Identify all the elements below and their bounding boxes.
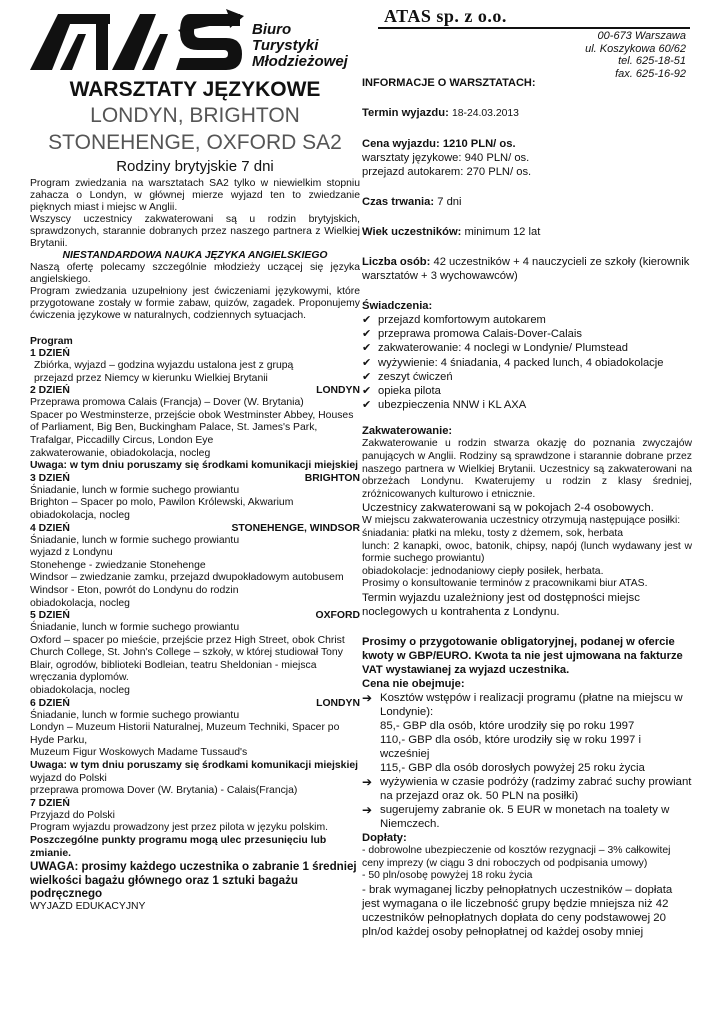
arrow-logo-icon — [176, 8, 246, 32]
fee-line: 110,- GBP dla osób, które urodziły się w roku 1997 i wcześniej — [380, 733, 642, 760]
list-item: ✔ przeprawa promowa Calais-Dover-Calais — [362, 328, 582, 341]
day-1-line: Zbiórka, wyjazd – godzina wyjazdu ustalona jest z grupą — [34, 360, 294, 371]
list-item: ✔ ubezpieczenia NNW i KL AXA — [362, 399, 527, 412]
left-column — [30, 78, 360, 913]
list-item: ✔ wyżywienie: 4 śniadania, 4 packed lunch, 4 obiadokolacje — [362, 356, 664, 369]
checkmark-icon: ✔ — [362, 314, 372, 326]
luggage-note: UWAGA: prosimy każdego uczestnika o zabranie 1 średniej wielkości bagażu głównego oraz 1 sztuki bagażu podręcznego — [30, 860, 357, 901]
day-1-header: 1 DZIEŃ — [30, 348, 70, 359]
accommodation-heading: Zakwaterowanie: — [362, 425, 453, 438]
day-3-line: Brighton – Spacer po molo, Pawilon Królewski, Akwarium — [30, 497, 294, 509]
day-5-line: Śniadanie, lunch w formie suchego prowiantu — [30, 622, 240, 634]
day-2-header: 2 DZIEŃ LONDYN — [30, 385, 360, 397]
company-name: ATAS sp. z o.o. — [384, 6, 507, 26]
checkmark-icon: ✔ — [362, 399, 372, 412]
list-item: ➔ wyżywienia w czasie podróży (radzimy zabrać suchy prowiant na przejazd oraz ok. 50 PLN na posiłki) — [362, 774, 692, 802]
day-2-line: zakwaterowanie, obiadokolacja, nocleg — [30, 447, 211, 459]
list-item: ✔ zakwaterowanie: 4 noclegi w Londynie/ Plumstead — [362, 342, 628, 355]
duration: Czas trwania: 7 dni — [362, 196, 462, 208]
day-4-line: Śniadanie, lunch w formie suchego prowiantu — [30, 534, 240, 546]
mandatory-fee-note: Prosimy o przygotowanie obligatoryjnej, podanej w ofercie kwoty w GBP/EURO. Kwota ta nie jest ujmowana na fakturze VAT wystawianej za wyjazd uczestnika. — [362, 635, 683, 676]
checkmark-icon: ✔ — [362, 328, 372, 341]
intro-paragraph-2: Wszyscy uczestnicy zakwaterowani są u rodzin brytyjskich, sprawdzonych, starannie dobranych przez naszego partnera z Wielkiej Brytanii. — [30, 214, 360, 249]
surcharge-group: - brak wymaganej liczby pełnopłatnych uczestników – dopłata jest wymagana o ile liczebność grupy będzie mniejsza niż 42 uczestników pełnopłatnych dopłata do ceny podstawowej 20 pln/od każdej osoby pełnopłatnej od każdej osoby mniej — [362, 883, 673, 938]
day-3-line: obiadokolacja, nocleg — [30, 509, 130, 521]
not-included-heading: Cena nie obejmuje: — [362, 677, 465, 690]
availability-note: Termin wyjazdu uzależniony jest od dostępności miejsc noclegowych u kontrahenta z Londynu. — [362, 591, 640, 618]
checkmark-icon: ✔ — [362, 370, 372, 383]
day-6-line: Muzeum Figur Woskowych Madame Tussaud's — [30, 747, 248, 759]
services-list — [362, 313, 692, 412]
day-7-line: Przyjazd do Polski — [30, 809, 115, 821]
day-2-line: Przeprawa promowa Calais (Francja) – Dover (W. Brytania) — [30, 397, 304, 409]
day-1-line: przejazd przez Niemcy w kierunku Wielkiej Brytanii — [34, 372, 268, 384]
checkmark-icon: ✔ — [362, 356, 372, 369]
day-6-line: wyjazd do Polski — [30, 772, 107, 784]
schedule-change-note: Poszczególne punkty programu mogą ulec przesunięciu lub zmianie. — [30, 835, 327, 859]
meals-intro: W miejscu zakwaterowania uczestnicy otrzymują następujące posiłki: — [362, 515, 681, 527]
day-4-line: Stonehenge - zwiedzanie Stonehenge — [30, 559, 206, 571]
list-item: ✔ przejazd komfortowym autokarem — [362, 314, 546, 326]
letterhead — [0, 0, 724, 80]
meal-line: lunch: 2 kanapki, owoc, batonik, chipsy, napój (lunch wydawany jest w formie suchego prowiantu) — [362, 540, 692, 565]
educational-trip-label: WYJAZD EDUKACYJNY — [30, 900, 146, 912]
surcharge-line: - dobrowolne ubezpieczenie od kosztów rezygnacji – 3% całkowitej ceny imprezy (w ciągu 3 dni roboczych od podpisania umowy) — [362, 844, 671, 869]
departure-date: Termin wyjazdu: 18-24.03.2013 — [362, 107, 519, 119]
program-heading: Program — [30, 336, 73, 347]
subtitle-families: Rodziny brytyjskie 7 dni — [116, 158, 274, 175]
day-4-line: wyjazd z Londynu — [30, 547, 113, 559]
list-item: ✔ opieka pilota — [362, 385, 441, 398]
header-divider — [378, 27, 690, 29]
right-column — [362, 76, 692, 939]
day-4-line: obiadokolacja, nocleg — [30, 597, 130, 609]
subtitle-cities-2: STONEHENGE, OXFORD SA2 — [48, 131, 342, 154]
day-3-header: 3 DZIEŃ BRIGHTON — [30, 472, 360, 484]
language-paragraph: Naszą ofertę polecamy szczególnie młodzieży uczącej się języka angielskiego. — [30, 262, 360, 285]
arrow-right-icon: ➔ — [362, 774, 373, 789]
meal-line: śniadania: płatki na mleku, tosty z dżemem, sok, herbata — [362, 527, 624, 539]
day-2-line: Spacer po Westminsterze, przejście obok Westminster Abbey, Houses of Parliament, Big Ben, Buckingham Palace, St. James's Park, Trafalgar, Piccadilly Circus, London Eye — [30, 409, 354, 446]
surcharges-heading: Dopłaty: — [362, 831, 407, 844]
arrow-right-icon: ➔ — [362, 802, 373, 817]
info-heading: INFORMACJE O WARSZTATACH: — [362, 77, 536, 89]
intro-paragraph: Program zwiedzania na warsztatach SA2 tylko w niewielkim stopniu zahacza o Londyn, w głównej mierze wyjazd ten to zwiedzanie pięknych miast i miejsc w Anglii. — [30, 178, 360, 213]
price-line: warsztaty językowe: 940 PLN/ os. — [362, 152, 530, 164]
day-6-line: Śniadanie, lunch w formie suchego prowiantu — [30, 709, 240, 721]
age-requirement: Wiek uczestników: minimum 12 lat — [362, 226, 541, 238]
day-7-header: 7 DZIEŃ — [30, 797, 70, 809]
list-item: ➔ Kosztów wstępów i realizacji programu (płatne na miejscu w Londynie): — [362, 690, 683, 718]
day-6-line: przeprawa promowa Dover (W. Brytania) - Calais(Francja) — [30, 785, 298, 797]
accommodation-rooms: Uczestnicy zakwaterowani są w pokojach 2-4 osobowych. — [362, 502, 654, 515]
checkmark-icon: ✔ — [362, 385, 372, 398]
price-line: przejazd autokarem: 270 PLN/ os. — [362, 166, 532, 178]
day-5-line: Oxford – spacer po mieście, przejście przez High Street, obok Christ Church College, St. John's College – szkoły, w której studiował Tony Blair, ogrodów, biblioteki Bodleian, teatru Sheldonian - miejsca wręczania dyplomów. — [30, 634, 345, 684]
day-5-header: 5 DZIEŃ OXFORD — [30, 610, 360, 622]
group-size: Liczba osób: 42 uczestników + 4 nauczycieli ze szkoły (kierownik warsztatów + 3 wychowawców) — [362, 256, 690, 282]
biuro-lines: Biuro Turystyki Młodzieżowej — [252, 21, 348, 70]
page-title: WARSZTATY JĘZYKOWE — [69, 78, 321, 101]
day-5-line: obiadokolacja, nocleg — [30, 685, 130, 697]
fee-line: 115,- GBP dla osób dorosłych powyżej 25 roku życia — [380, 761, 645, 774]
consult-note: Prosimy o konsultowanie terminów z pracownikami biur ATAS. — [362, 578, 648, 590]
day-3-line: Śniadanie, lunch w formie suchego prowiantu — [30, 484, 240, 496]
fee-line: 85,- GBP dla osób, które urodziły się po roku 1997 — [380, 719, 635, 732]
day-6-line: Londyn – Muzeum Historii Naturalnej, Muzeum Techniki, Spacer po Hyde Parku, — [30, 722, 340, 746]
company-address: 00-673 Warszawa ul. Koszykowa 60/62 tel. 625-18-51 fax. 625-16-92 — [585, 30, 686, 80]
day-4-header: 4 DZIEŃ STONEHENGE, WINDSOR — [30, 522, 360, 534]
day-6-note: Uwaga: w tym dniu poruszamy się środkami komunikacji miejskiej — [30, 760, 358, 772]
language-heading: NIESTANDARDOWA NAUKA JĘZYKA ANGIELSKIEGO — [62, 250, 328, 261]
day-7-line: Program wyjazdu prowadzony jest przez pilota w języku polskim. — [30, 822, 328, 834]
accommodation-text: Zakwaterowanie u rodzin stwarza okazję do poznania zwyczajów panujących w Anglii. Rodziny są sprawdzone i starannie dobrane przez naszego partnera w Wielkiej Brytanii. Uczestnicy są zakwaterowani na obrzeżach Londynu. Kwaterujemy u rodzin z klasy średniej, zróżnicowanych kulturowo i etnicznie. — [362, 438, 692, 500]
price-heading: Cena wyjazdu: 1210 PLN/ os. — [362, 138, 516, 150]
day-4-line: Windsor – zwiedzanie zamku, przejazd dwupokładowym autobusem Windsor - Eton, powrót do Londynu do rodzin — [30, 572, 344, 596]
meal-line: obiadokolacje: jednodaniowy ciepły posiłek, herbata. — [362, 565, 604, 577]
surcharge-line: - 50 pln/osobę powyżej 18 roku życia — [362, 870, 533, 882]
subtitle-cities: LONDYN, BRIGHTON — [90, 104, 300, 127]
list-item: ✔ zeszyt ćwiczeń — [362, 370, 453, 383]
list-item: ➔ sugerujemy zabranie ok. 5 EUR w monetach na toalety w Niemczech. — [362, 802, 670, 830]
language-paragraph-2: Program zwiedzania uzupełniony jest ćwiczeniami językowymi, które przygotowane zostały w formie zabaw, quizów, zagadek. Proponujemy ćwiczenia językowe w naturalnych, codziennych sytuacjach. — [30, 286, 360, 321]
checkmark-icon: ✔ — [362, 342, 372, 355]
day-2-note: Uwaga: w tym dniu poruszamy się środkami komunikacji miejskiej — [30, 460, 358, 472]
day-6-header: 6 DZIEŃ LONDYN — [30, 697, 360, 709]
services-heading: Świadczenia: — [362, 300, 433, 312]
arrow-right-icon: ➔ — [362, 690, 373, 705]
